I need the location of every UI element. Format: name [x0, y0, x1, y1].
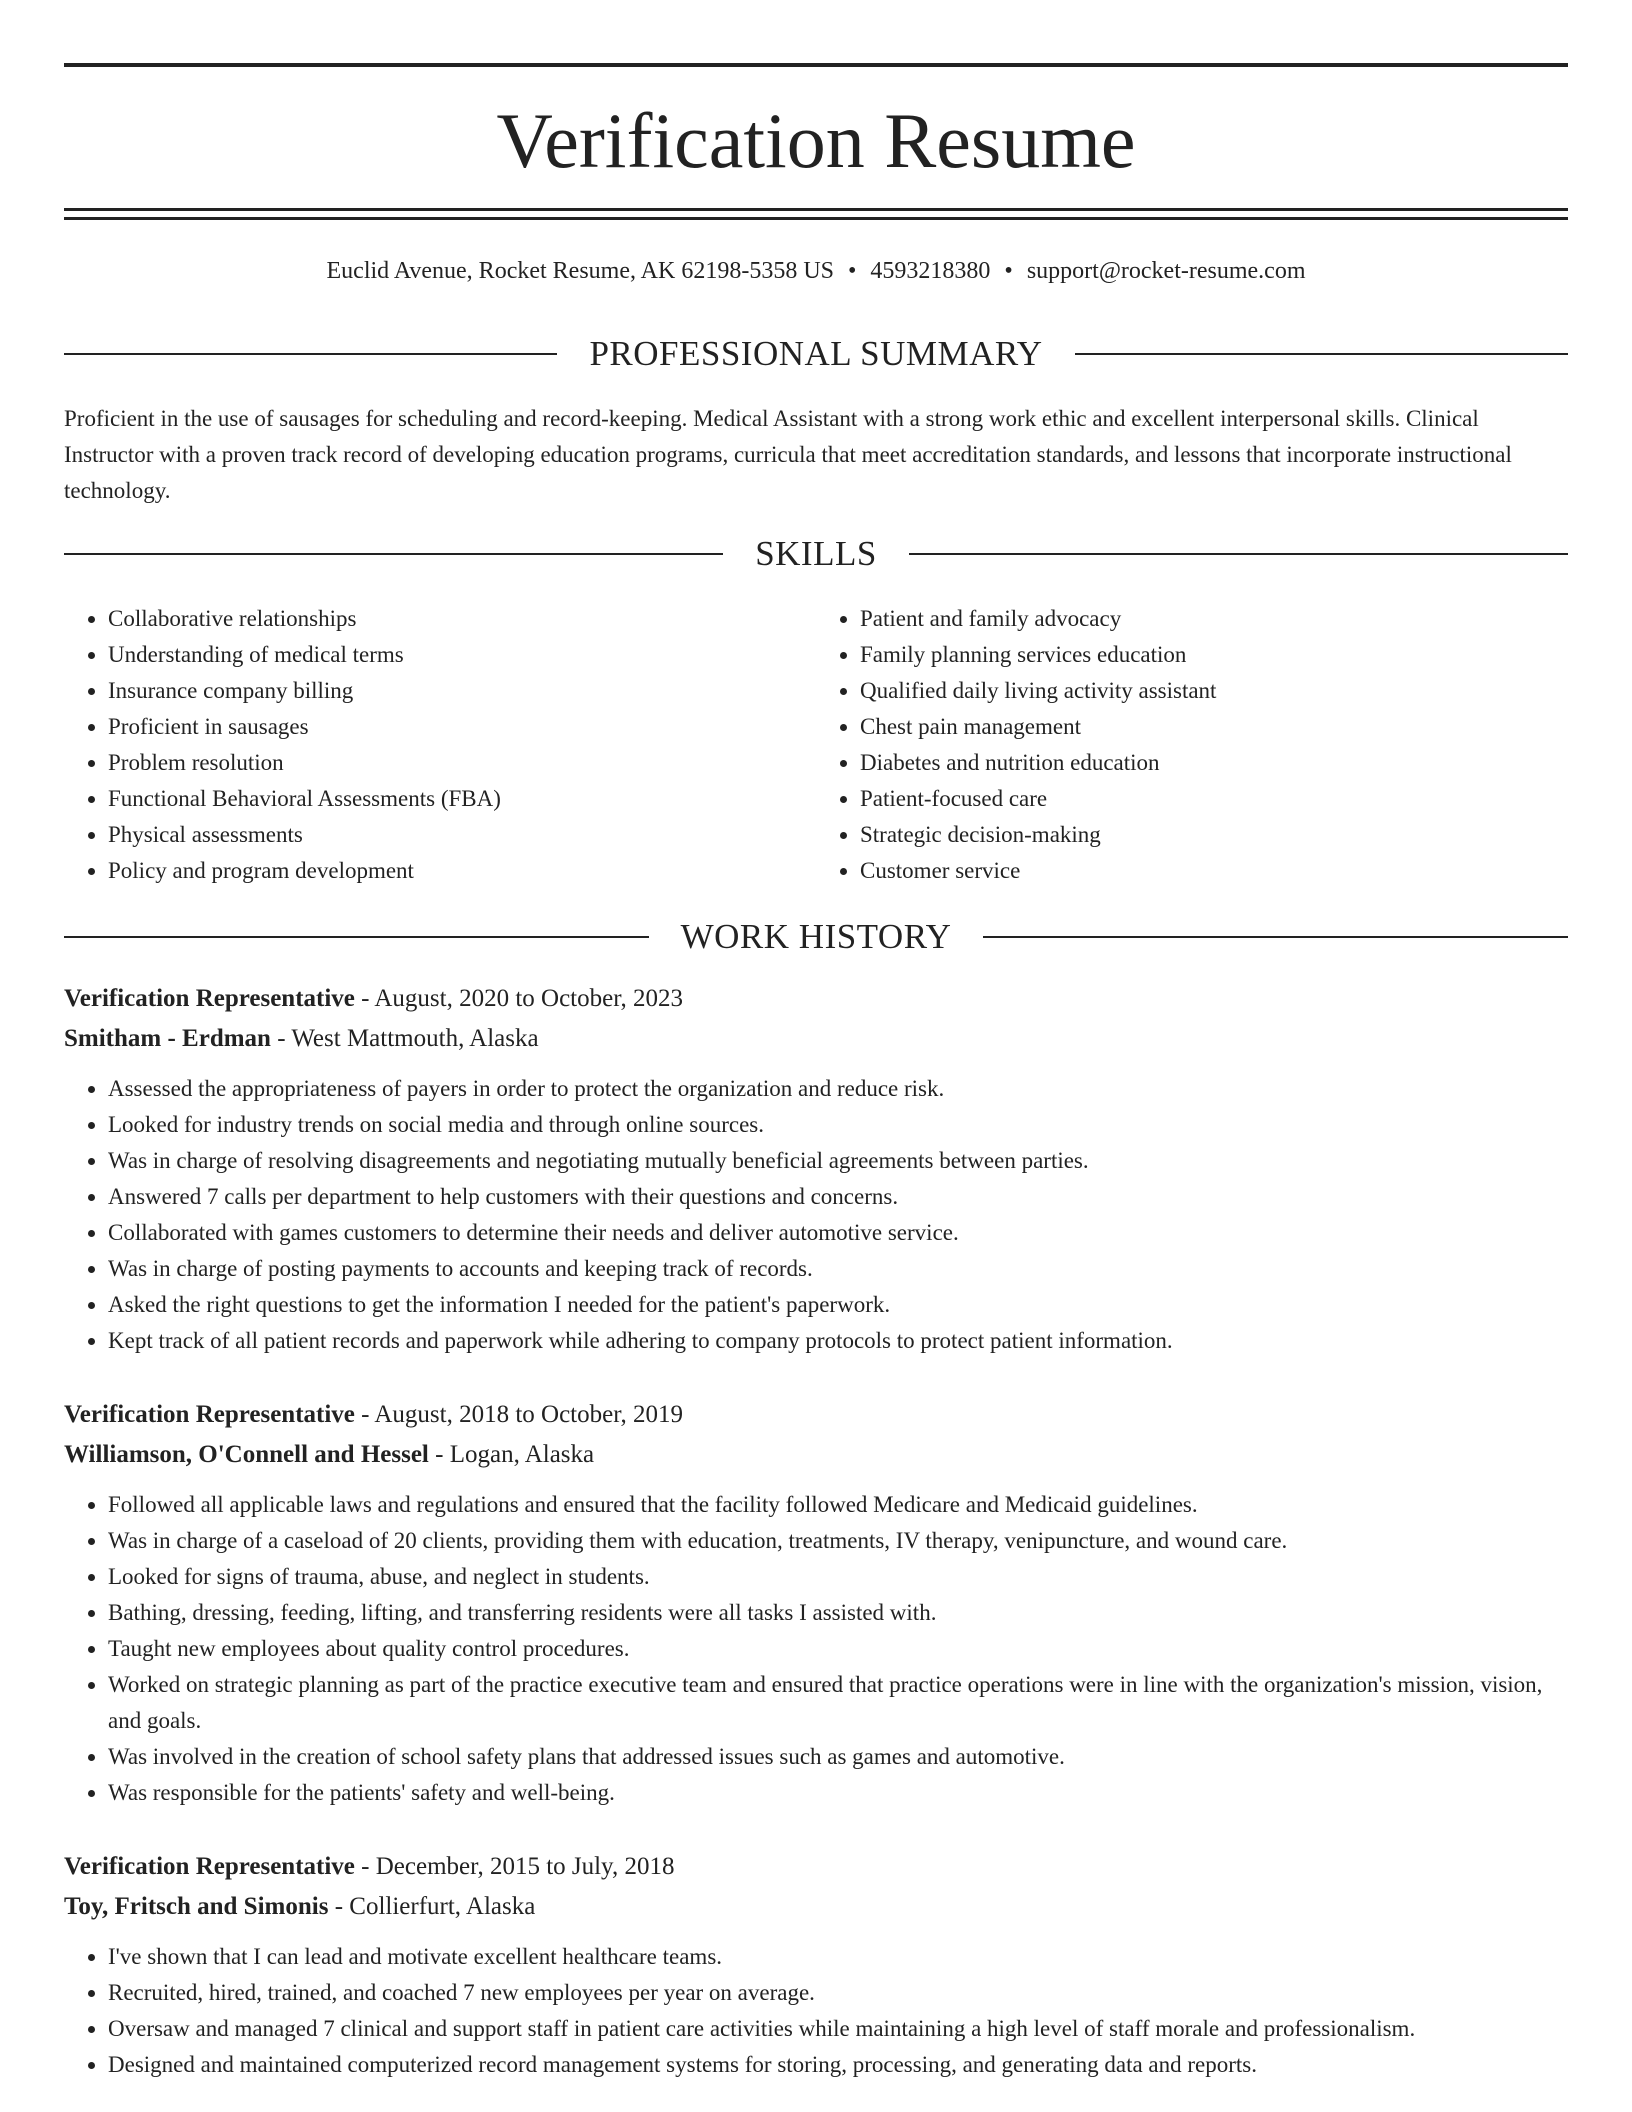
job-bullet: • Taught new employees about quality control procedures. — [108, 1631, 1568, 1667]
job-location: - Collierfurt, Alaska — [328, 1893, 536, 1920]
skill-item: • Physical assessments — [108, 817, 816, 853]
job-bullets — [64, 1487, 1568, 1811]
job-bullet: • Was in charge of resolving disagreements and negotiating mutually beneficial agreements between parties. — [108, 1143, 1568, 1179]
contact-address: Euclid Avenue, Rocket Resume, AK 62198-5358 US — [326, 258, 834, 284]
job-company-line — [64, 1887, 1568, 1927]
skill-item: • Patient and family advocacy — [860, 601, 1568, 637]
work-heading-text: WORK HISTORY — [680, 917, 952, 956]
job-bullets — [64, 1071, 1568, 1359]
job-title-line — [64, 1395, 1568, 1435]
skill-item: • Customer service — [860, 853, 1568, 889]
job-bullet: • Bathing, dressing, feeding, lifting, and transferring residents were all tasks I assisted with. — [108, 1595, 1568, 1631]
job-bullet: • I've shown that I can lead and motivate excellent healthcare teams. — [108, 1939, 1568, 1975]
job-bullet: • Collaborated with games customers to determine their needs and deliver automotive service. — [108, 1215, 1568, 1251]
skill-item: • Proficient in sausages — [108, 709, 816, 745]
heading-rule-right — [909, 553, 1568, 555]
skill-item: • Collaborative relationships — [108, 601, 816, 637]
summary-heading-text: PROFESSIONAL SUMMARY — [589, 334, 1043, 373]
job-bullet: • Assessed the appropriateness of payers in order to protect the organization and reduce risk. — [108, 1071, 1568, 1107]
job-title: Verification Representative — [64, 1401, 355, 1428]
job-bullets — [64, 1939, 1568, 2083]
top-rule — [64, 63, 1568, 67]
job-company-line — [64, 1435, 1568, 1475]
job-dates: - August, 2018 to October, 2019 — [354, 1401, 684, 1428]
job-bullet: • Was involved in the creation of school safety plans that addressed issues such as games and automotive. — [108, 1739, 1568, 1775]
skill-item: • Strategic decision-making — [860, 817, 1568, 853]
job-entry — [64, 1395, 1568, 1811]
job-bullet: • Was in charge of a caseload of 20 clients, providing them with education, treatments, IV therapy, venipuncture, and wound care. — [108, 1523, 1568, 1559]
skills-column-left — [64, 601, 816, 889]
job-location: - Logan, Alaska — [428, 1441, 595, 1468]
job-entry — [64, 1847, 1568, 2083]
job-company: Smitham - Erdman — [64, 1025, 271, 1052]
work-heading — [64, 915, 1568, 959]
heading-rule-left — [64, 553, 723, 555]
job-bullet: • Looked for signs of trauma, abuse, and neglect in students. — [108, 1559, 1568, 1595]
job-title-line — [64, 1847, 1568, 1887]
contact-line — [64, 254, 1568, 288]
skills-list — [64, 601, 1568, 889]
resume-title: Verification Resume — [496, 97, 1136, 184]
job-bullet: • Answered 7 calls per department to help customers with their questions and concerns. — [108, 1179, 1568, 1215]
skill-item: • Family planning services education — [860, 637, 1568, 673]
job-bullet: • Asked the right questions to get the information I needed for the patient's paperwork. — [108, 1287, 1568, 1323]
skill-item: • Policy and program development — [108, 853, 816, 889]
job-bullet: • Followed all applicable laws and regulations and ensured that the facility followed Medicare and Medicaid guidelines. — [108, 1487, 1568, 1523]
job-bullet: • Oversaw and managed 7 clinical and support staff in patient care activities while maintaining a high level of staff morale and professionalism. — [108, 2011, 1568, 2047]
job-dates: - December, 2015 to July, 2018 — [354, 1853, 675, 1880]
job-bullet: • Worked on strategic planning as part of the practice executive team and ensured that practice operations were in line with the organization's mission, vision, and goals. — [108, 1667, 1568, 1739]
job-bullet: • Looked for industry trends on social media and through online sources. — [108, 1107, 1568, 1143]
skill-item: • Understanding of medical terms — [108, 637, 816, 673]
heading-rule-right — [1075, 353, 1568, 355]
job-company-line — [64, 1019, 1568, 1059]
heading-rule-left — [64, 353, 557, 355]
skill-item: • Diabetes and nutrition education — [860, 745, 1568, 781]
job-location: - West Mattmouth, Alaska — [270, 1025, 539, 1052]
skill-item: • Functional Behavioral Assessments (FBA) — [108, 781, 816, 817]
job-title: Verification Representative — [64, 985, 355, 1012]
summary-text: Proficient in the use of sausages for scheduling and record-keeping. Medical Assistant with a strong work ethic and excellent interpersonal skills. Clinical Instructor with a proven track record of developing education programs, curricula that meet accreditation standards, and lessons that incorporate instructional technology. — [64, 406, 1512, 503]
skill-item: • Chest pain management — [860, 709, 1568, 745]
skill-item: • Problem resolution — [108, 745, 816, 781]
job-bullet: • Kept track of all patient records and paperwork while adhering to company protocols to protect patient information. — [108, 1323, 1568, 1359]
skills-heading-text: SKILLS — [755, 534, 877, 573]
job-bullet: • Was responsible for the patients' safety and well-being. — [108, 1775, 1568, 1811]
job-dates: - August, 2020 to October, 2023 — [354, 985, 684, 1012]
job-bullet: • Designed and maintained computerized record management systems for storing, processing, and generating data and reports. — [108, 2047, 1568, 2083]
job-title-line — [64, 979, 1568, 1019]
job-bullet: • Recruited, hired, trained, and coached 7 new employees per year on average. — [108, 1975, 1568, 2011]
skills-heading — [64, 532, 1568, 576]
skills-column-right — [816, 601, 1568, 889]
heading-rule-left — [64, 936, 649, 938]
job-entry — [64, 979, 1568, 1359]
job-title: Verification Representative — [64, 1853, 355, 1880]
contact-separator: • — [848, 258, 857, 284]
summary-heading — [64, 332, 1568, 376]
contact-phone[interactable]: 4593218380 — [870, 258, 991, 284]
contact-email[interactable]: support@rocket-resume.com — [1026, 258, 1306, 284]
title-double-rule — [64, 208, 1568, 220]
job-company: Williamson, O'Connell and Hessel — [64, 1441, 429, 1468]
skill-item: • Qualified daily living activity assistant — [860, 673, 1568, 709]
heading-rule-right — [983, 936, 1568, 938]
job-bullet: • Was in charge of posting payments to accounts and keeping track of records. — [108, 1251, 1568, 1287]
skill-item: • Insurance company billing — [108, 673, 816, 709]
skill-item: • Patient-focused care — [860, 781, 1568, 817]
job-company: Toy, Fritsch and Simonis — [64, 1893, 329, 1920]
contact-separator: • — [1004, 258, 1013, 284]
